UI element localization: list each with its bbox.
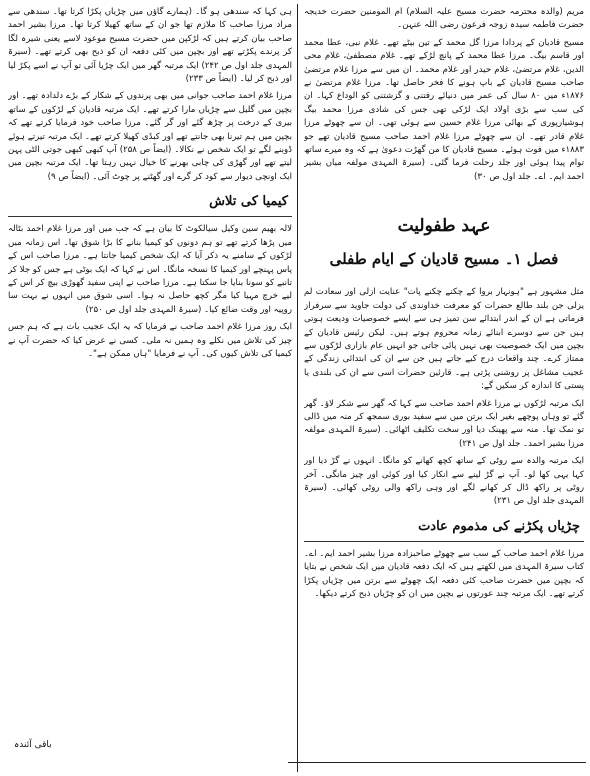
quote-paragraph: ایک روز مرزا غلام احمد صاحب نے فرمایا کہ یہ ایک عجیب بات ہے کہ ہم جس چیز کی تلاش میں نکلے وہ ہمیں نہ ملی۔ کسی نے عرض کیا کہ حضرت آپ نے کیمیا کی تلاش کیوں کی۔ آپ نے فرمایا "ہاں ممکن ہے"۔ <box>8 322 292 359</box>
subheading-underline <box>304 541 584 542</box>
fishing-paragraph: مرزا غلام احمد صاحب جوانی میں بھی پرندوں کے شکار کے بڑے دلدادہ تھے۔ اور بچپن میں گلیل سے چڑیاں مارا کرتے تھے۔ ایک مرتبہ قادیان کے لڑکوں کے ساتھ بیری کے درخت پر چڑھ گئے اور گر گئے۔ مرزا صاحب خود فرمایا کرتے تھے کہ بچپن میں ہم تیرنا بھی جانتے تھے اور کبڈی کھیلا کرتے تھے۔ ایک مرتبہ تیرتے ہوئے ڈوبنے لگے تو ایک شخص نے نکالا۔ (ایضاً ص ۲۵۸) آپ کبھی کبھی جوتی الٹی پہن لیتے تھے اور گھڑی کی چابی بھرنے کا خیال نہیں رہتا تھا۔ ایک مرتبہ بچپن میں ایک اونچی دیوار سے کود کر گرے اور گھٹنے پر چوٹ آئی۔ (ایضاً ص ۹) <box>8 91 292 182</box>
alchemy-subheading: کیمیا کی تلاش <box>209 194 288 210</box>
section-heading: فصل ۱۔ مسیح قادیان کے ایام طفلی <box>329 250 559 269</box>
intro-paragraph: مریم (والدہ محترمہ حضرت مسیح علیہ السلام) ام المومنین حضرت خدیجہ حضرت فاطمہ سیدہ زوجہ فرعون رضی اللہ عنہن۔ <box>304 7 584 31</box>
chapter-heading: عہد طفولیت <box>397 216 491 237</box>
family-paragraph: مسیح قادیان کے پردادا مرزا گل محمد کے تین بیٹے تھے۔ غلام نبی، عطا محمد اور قاسم بیگ۔ مرزا عطا محمد کے پانچ لڑکے تھے۔ غلام مصطفیٰ، غلام محی الدین، غلام مرتضیٰ، غلام حیدر اور غلام محمد۔ ان میں سے مرزا غلام مرتضیٰ صاحب مسیح قادیان کے باپ ہونے کا فخر حاصل تھا۔ مرزا غلام مرتضیٰ نے ۱۸۷۶ء میں ۸۰ سال کی عمر میں دنیائے رفتنی و گزشتنی کو الوداع کہا۔ ان کی سب سے بڑی اولاد ایک لڑکی تھی جس کی شادی مرزا محمد بیگ ہوشیارپوری کے بھائی مرزا غلام حسین سے ہوئی تھی۔ ان سے چھوٹے مرزا غلام قادر تھے۔ ان سے چھوٹے مرزا غلام احمد صاحب مسیح قادیان تھے جو ۱۸۸۳ء میں فوت ہوئے۔ مسیح قادیان کا من گھڑت دعویٰ ہے کہ وہ میرے ساتھ توام پیدا ہوئی اور جلد رحلت فرما گئی۔ (سیرۃ المہدی مولفہ میاں بشیر احمد ایم۔ اے۔ جلد اول ص ۳۰) <box>304 37 584 182</box>
anecdote-paragraph-1: ایک مرتبہ لڑکوں نے مرزا غلام احمد صاحب سے کہا کہ گھر سے شکر لاؤ۔ گھر گئے تو وہاں پوچھے بغیر ایک برتن میں سے سفید بوری سمجھ کر منہ میں ڈالی تو نمک تھا۔ منہ سے پھینک دیا اور سخت تکلیف اٹھائی۔ (سیرۃ المہدی مولفہ مرزا بشیر احمد۔ جلد اول ص ۲۴۱) <box>304 398 584 449</box>
alchemy-paragraph: لالہ بھیم سین وکیل سیالکوٹ کا بیان ہے کہ جب میں اور مرزا غلام احمد بٹالہ میں پڑھا کرتے تھے تو ہم دونوں کو کیمیا بنانے کا بڑا شوق تھا۔ اس زمانہ میں لڑکوں کے سامنے یہ ذکر آیا کہ ایک شخص کیمیا جانتا ہے۔ مرزا صاحب اس کے پاس پہنچے اور کیمیا کا نسخہ مانگا۔ اس نے کہا کہ ایک بوٹی ہے جس کو جلا کر تانبے کو سونا بنایا جا سکتا ہے۔ مرزا صاحب نے اپنی سفید گھوڑی بیچ کر اس کے لیے خرچ مہیا کیا مگر کچھ حاصل نہ ہوا۔ اسی شوق میں انہوں نے بہت سا روپیہ اور وقت ضائع کیا۔ (سیرۃ المہدی جلد اول ص ۲۵۰) <box>8 224 292 315</box>
childhood-paragraph: مثل مشہور ہے "ہونہار بروا کے چکنے چکنے پات" عنایت ازلی اور سعادت لم یزلی جن بلند طالع حضرات کو معرفت خداوندی کی دولت جاوید سے سرفراز فرماتی ہے ان کے اندر ابتدائے سن تمیز ہی سے ایسے خصوصیات ودیعت ہوتی ہیں جن سے دوسرے ابنائے زمانہ محروم ہوتے ہیں۔ لیکن رئیس قادیان کے بچپن میں ایک خصوصیت بھی نہیں پائی جاتی جو انہیں عام بازاری لڑکوں سے ممتاز کرے۔ چند واقعات درج کیے جاتے ہیں جن سے ان کی ابتدائی زندگی کے عجیب مشاغل پر روشنی پڑتی ہے۔ قارئین حضرات اسی سے ان کی بلندی یا پستی کا اندازہ کر سکیں گے: <box>304 287 584 392</box>
column-divider <box>297 4 298 772</box>
continued-paragraph: ہی کہا کہ سندھی ہو گا۔ (ہمارے گاؤں میں چڑیاں پکڑا کرتا تھا۔ سندھی سے مراد مرزا صاحب کا ملازم تھا جو ان کے ساتھ کھیلا کرتا تھا۔ مرزا بشیر احمد صاحب بیان کرتے ہیں کہ لڑکپن میں حضرت مسیح موعود لاسے یعنی شیرہ لگا کر پرندے پکڑتے تھے اور بچپن میں کئی دفعہ ان کو ذبح بھی کرتے تھے۔ (سیرۃ المہدی جلد اول ص ۲۴۲) ایک مرتبہ گھر میں ایک چڑیا آئی تو آپ نے اسے پکڑ لیا اور ذبح کر لیا۔ (ایضاً ص ۲۳۳) <box>8 7 292 85</box>
left-column <box>8 6 292 770</box>
continued-footer: باقی آئندہ <box>14 740 52 750</box>
anecdote-paragraph-2: ایک مرتبہ والدہ سے روٹی کے ساتھ کچھ کھانے کو مانگا۔ انہوں نے گڑ دیا اور کہا یہی کھا لو۔ آپ نے گڑ لینے سے انکار کیا اور کوئی اور چیز مانگی۔ آخر روٹی پر راکھ ڈال کر کھانے لگے اور وہی راکھ والی روٹی کھائی۔ (سیرۃ المہدی جلد اول ص ۲۳۱) <box>304 456 584 507</box>
birds-paragraph: مرزا غلام احمد صاحب کے سب سے چھوٹے صاحبزادہ مرزا بشیر احمد ایم۔ اے۔ کتاب سیرۃ المہدی میں لکھتے ہیں کہ ایک دفعہ قادیان میں ایک شخص نے بتایا کہ بچپن میں حضرت صاحب کئی دفعہ ایک چھوٹے سے برتن میں چڑیاں پکڑا کرتے تھے۔ ایک مرتبہ چند عورتوں نے بچپن میں ان کو چڑیاں ذبح کرتے دیکھا۔ <box>304 548 584 599</box>
birds-subheading: چڑیاں پکڑنے کی مذموم عادت <box>418 518 580 534</box>
subheading-underline <box>8 216 292 217</box>
right-column <box>304 6 584 770</box>
